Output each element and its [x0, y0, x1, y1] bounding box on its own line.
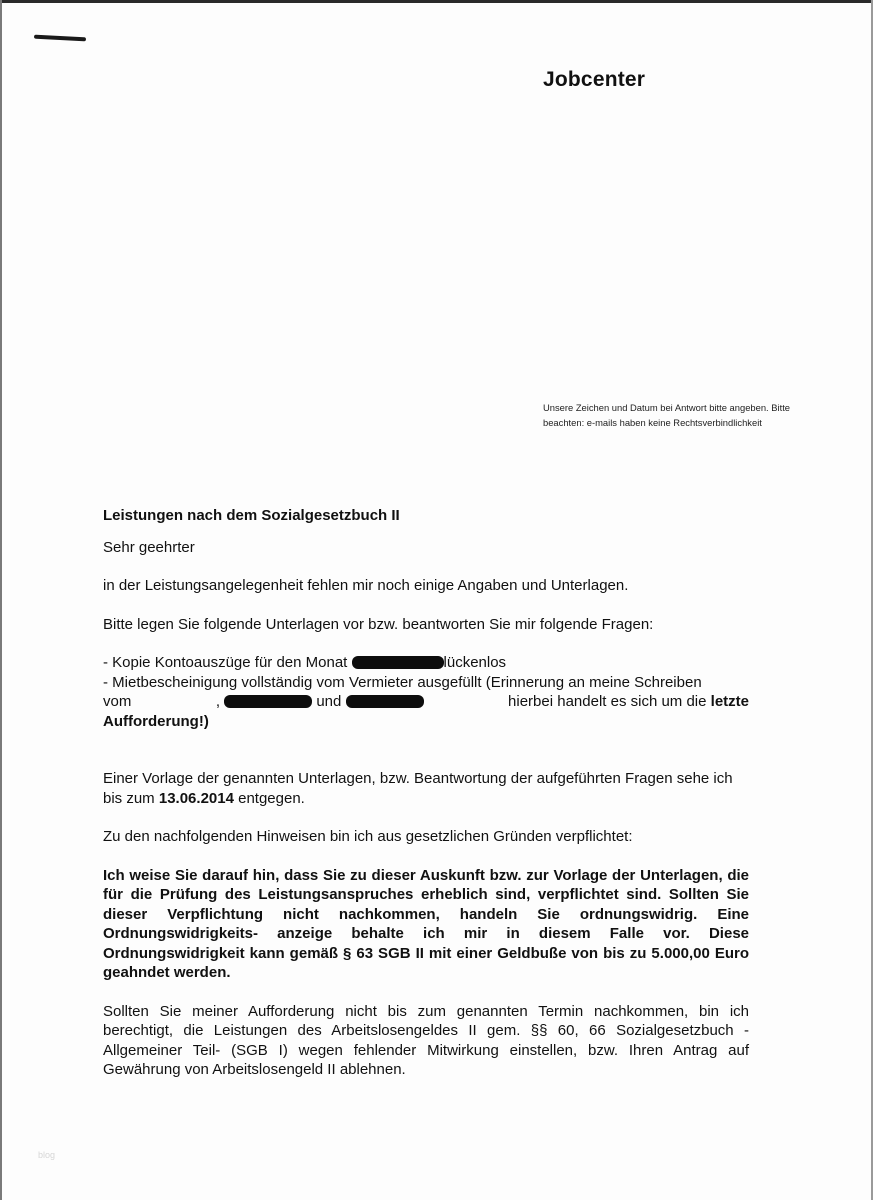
list-item: [103, 653, 749, 673]
salutation-text: Sehr geehrter: [103, 538, 195, 556]
redaction-bar: [346, 695, 424, 708]
watermark-text: blog: [38, 1150, 56, 1160]
deadline-text-end: entgegen.: [238, 789, 305, 807]
deadline-paragraph: [103, 769, 749, 808]
list-item-text: vom: [103, 693, 132, 710]
list-item-continuation: [103, 692, 749, 712]
salutation: [103, 538, 749, 558]
redaction-bar: [224, 695, 312, 708]
scan-edge-top: [0, 0, 873, 3]
redacted-dates: [216, 692, 424, 712]
deadline-date: 13.06.2014: [158, 789, 234, 807]
list-item-continuation: [103, 712, 749, 732]
list-item-text: lückenlos: [443, 654, 507, 671]
consequence-paragraph: Sollten Sie meiner Aufforderung nicht bis zum genannten Termin nachkommen, bin ich berechtigt, die Leistungen des Arbeitslosengeldes II gem. §§ 60, 66 Sozialgesetzbuch -Allgemeiner Teil- (SGB I) wegen fehlender Mitwirkung einstellen, bzw. Ihren Antrag auf Gewährung von Arbeitslosengeld II ablehnen.: [103, 1002, 749, 1078]
scan-edge-left: [0, 0, 2, 1200]
closing-paren: ): [203, 712, 209, 730]
legal-warning: Ich weise Sie darauf hin, dass Sie zu dieser Auskunft bzw. zur Vorlage der Unterlagen, die für die Prüfung des Leistungsanspruches erheblich sind, verpflichtet sind. Sollten Sie dieser Verpflichtung nicht nachkommen, handeln Sie ordnungswidrig. Eine Ordnungswidrigkeits- anzeige behalte ich mir in diesem Falle vor. Diese Ordnungswidrigkeit kann gemäß § 63 SGB II mit einer Geldbuße von bis zu 5.000,00 Euro geahndet werden.: [103, 866, 749, 981]
list-item-text: ,: [215, 693, 220, 710]
scan-mark: [34, 35, 86, 42]
intro-paragraph: in der Leistungsangelegenheit fehlen mir noch einige Angaben und Unterlagen.: [103, 577, 629, 594]
list-item-text: [508, 692, 749, 712]
reference-note: Unsere Zeichen und Datum bei Antwort bitte angeben. Bitte beachten: e-mails haben keine Rechtsverbindlichkeit: [543, 402, 791, 428]
letter-body: [103, 506, 749, 1099]
request-paragraph: Bitte legen Sie folgende Unterlagen vor bzw. beantworten Sie mir folgende Fragen:: [103, 615, 654, 633]
list-item-tail: hierbei handelt es sich um die: [508, 693, 707, 710]
document-list: [103, 653, 749, 731]
list-item: [103, 673, 749, 693]
sender-organization: Jobcenter: [543, 68, 646, 91]
redaction-bar: [352, 656, 444, 669]
notice-intro: Zu den nachfolgenden Hinweisen bin ich aus gesetzlichen Gründen verpflichtet:: [103, 828, 633, 845]
list-item-text: - Mietbescheinigung vollständig vom Vermieter ausgefüllt (Erinnerung an meine Schreiben: [103, 673, 702, 691]
emphasis-text: letzte: [710, 693, 749, 710]
letter-subject: Leistungen nach dem Sozialgesetzbuch II: [103, 507, 400, 524]
deadline-text: Einer Vorlage der genannten Unterlagen, bzw. Beantwortung der aufgeführten Fragen sehe ich bis zum: [103, 770, 733, 807]
list-item-text: - Kopie Kontoauszüge für den Monat: [103, 654, 348, 671]
emphasis-text: Aufforderung!: [103, 712, 204, 730]
list-item-text: und: [316, 693, 342, 710]
